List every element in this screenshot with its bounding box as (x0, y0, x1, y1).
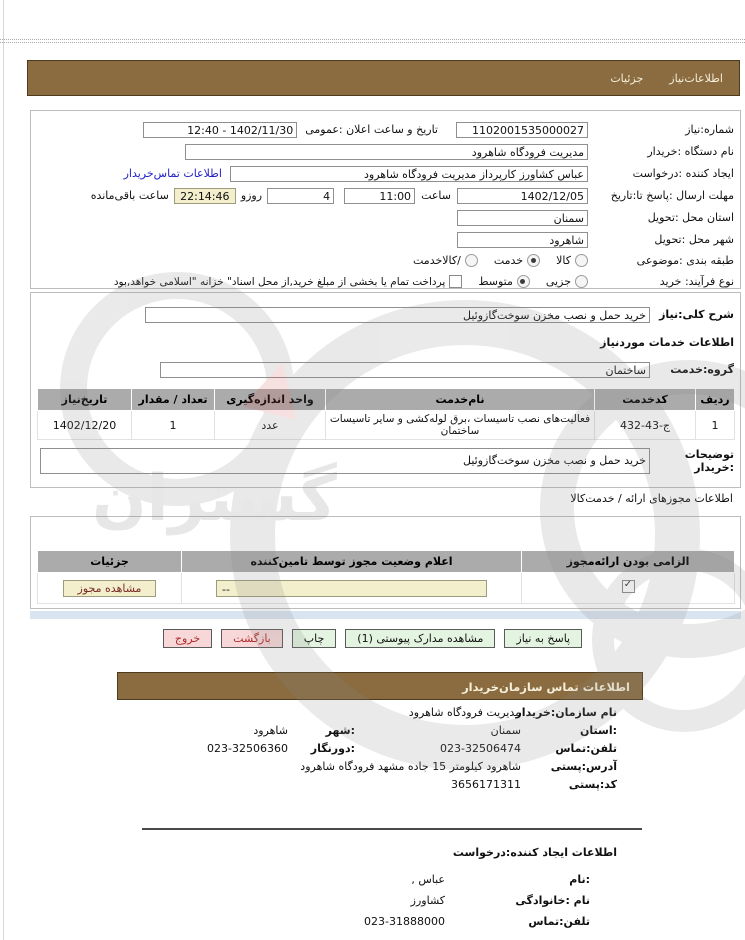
radio-partial[interactable] (575, 275, 588, 288)
section-footer-strip (30, 611, 741, 619)
contact-city-value: شاهرود (253, 724, 288, 737)
action-button-row (0, 629, 745, 648)
cell-row-index: 1 (696, 411, 735, 440)
remaining-days-input: 4 (267, 188, 334, 204)
permits-section-label: اطلاعات مجوزهای ارائه / خدمت‌کالا (570, 492, 733, 505)
need-desc-input[interactable]: خرید حمل و نصب مخزن سوخت‌گازوئیل (145, 307, 650, 323)
radio-service[interactable] (527, 254, 540, 267)
service-group-label: گروه:خدمت (670, 363, 734, 376)
cell-service-code: ج-43-432 (595, 411, 696, 440)
col-need-date: تاریخ‌نیاز (38, 389, 132, 411)
radio-goods[interactable] (575, 254, 588, 267)
creator-name-value: عباس , (411, 873, 445, 886)
radio-option-service[interactable] (494, 254, 540, 267)
postal-code-label: کد:پستی (568, 778, 617, 791)
radio-medium[interactable] (517, 275, 530, 288)
respond-button[interactable]: پاسخ به نیاز (504, 629, 582, 648)
service-table (37, 388, 735, 440)
deadline-hour-input[interactable]: 11:00 (344, 188, 415, 204)
contact-phone-label: تلفن:تماس (555, 742, 617, 755)
need-desc-label: شرح کلی:نیاز (659, 308, 734, 321)
watermark-text: گستران (92, 462, 337, 536)
service-table-wrap (37, 388, 735, 440)
province-input[interactable]: سمنان (457, 210, 588, 226)
deadline-label: مهلت ارسال :پاسخ تا:تاریخ (610, 189, 734, 202)
radio-option-partial[interactable] (546, 275, 588, 288)
contact-city-label: :شهر (325, 724, 355, 737)
cell-permit-status (182, 573, 522, 604)
permits-section (30, 516, 741, 609)
buyer-notes-label (650, 448, 734, 474)
buyer-notes-input[interactable]: خرید حمل و نصب مخزن سوخت‌گازوئیل (40, 448, 650, 474)
tab-details[interactable]: جزئیات (610, 71, 644, 85)
classification-label: طبقه بندی :موضوعی (636, 254, 734, 267)
radio-medium-label: متوسط (478, 275, 513, 288)
page-left-border (3, 0, 4, 940)
print-button[interactable]: چاپ (292, 629, 337, 648)
creator-phone-value: 023-31888000 (364, 915, 445, 928)
device-name-input[interactable]: مدیریت فرودگاه شاهرود (185, 144, 588, 160)
contact-province-value: سمنان (490, 724, 521, 737)
remaining-hours-label: ساعت باقی‌مانده (90, 189, 169, 202)
payment-checkbox[interactable] (449, 275, 462, 288)
creator-phone-label: تلفن:تماس (528, 915, 590, 928)
need-info-section (30, 110, 741, 289)
permit-table-row (38, 573, 735, 604)
creator-name-label: :نام (569, 873, 590, 886)
creator-label: ایجاد کننده :درخواست (632, 167, 734, 180)
deadline-date-input[interactable]: 1402/12/05 (457, 188, 588, 204)
deadline-hour-label: ساعت (421, 189, 451, 202)
payment-checkbox-label: پرداخت تمام یا بخشی از مبلغ خرید,از محل اسناد" خزانه "اسلامی خواهد,بود (113, 275, 446, 288)
view-attachments-button[interactable]: مشاهده مدارک پیوستی (1) (345, 629, 495, 648)
cell-unit: عدد (215, 411, 326, 440)
contact-province-label: :استان (580, 724, 617, 737)
permit-table (37, 550, 735, 604)
cell-permit-required (522, 573, 735, 604)
view-permit-button[interactable]: مشاهده مجوز (63, 580, 157, 597)
service-group-input[interactable]: ساختمان (160, 362, 650, 378)
cell-permit-details (38, 573, 182, 604)
creator-family-label: نام :خانوادگی (515, 894, 590, 907)
permit-status-input[interactable]: -- (216, 580, 487, 597)
permit-table-wrap (37, 550, 735, 604)
buyer-contact-link[interactable]: اطلاعات تماس‌خریدار (123, 167, 222, 180)
buyer-notes-label-line2: :خریدار (694, 461, 734, 474)
service-table-header-row (38, 389, 735, 411)
radio-option-goods-service[interactable] (413, 254, 478, 267)
col-service-name: نام‌خدمت (326, 389, 595, 411)
need-number-input[interactable]: 1102001535000027 (456, 122, 588, 138)
cell-service-name: فعالیت‌های نصب تاسیسات ،برق لوله‌کشی و سایر تاسیسات ساختمان (326, 411, 595, 440)
city-input[interactable]: شاهرود (457, 232, 588, 248)
buyer-contact-block (117, 706, 643, 791)
header-bar (27, 60, 740, 96)
top-dotted-divider (0, 39, 745, 40)
col-service-code: کدخدمت (595, 389, 696, 411)
radio-partial-label: جزیی (545, 275, 571, 288)
request-creator-heading: اطلاعات ایجاد کننده:درخواست (452, 846, 617, 859)
days-label: روزو (240, 189, 263, 202)
creator-input[interactable]: عباس کشاورز کارپرداز مدیریت فرودگاه شاهرود (230, 166, 588, 182)
org-name-label: نام سازمان:خریدار (515, 706, 617, 719)
top-dotted-divider-2 (0, 42, 745, 43)
buyer-contact-bar: اطلاعات تماس سازمان‌خریدار (117, 672, 643, 700)
radio-goods-service-label: /کالاخدمت (413, 254, 461, 267)
radio-goods-label: کالا (556, 254, 571, 267)
col-permit-status: اعلام وضعیت مجوز توسط تامین‌کننده (182, 551, 522, 573)
col-permit-details: جزئیات (38, 551, 182, 573)
cell-need-date: 1402/12/20 (38, 411, 132, 440)
contact-phone-value: 023-32506474 (440, 742, 521, 755)
permit-required-checkbox[interactable] (622, 580, 635, 593)
col-unit: واحد اندازه‌گیری (215, 389, 326, 411)
services-heading: اطلاعات خدمات موردنیاز (600, 336, 734, 349)
city-label: شهر محل :تحویل (654, 233, 734, 246)
announce-datetime-input[interactable]: 12:40 - 1402/11/30 (143, 122, 297, 138)
col-row-index: ردیف (696, 389, 735, 411)
province-label: استان محل :تحویل (647, 211, 734, 224)
permit-table-header-row (38, 551, 735, 573)
postal-code-value: 3656171311 (451, 778, 521, 791)
payment-checkbox-option[interactable] (114, 275, 462, 288)
cell-qty: 1 (132, 411, 215, 440)
contact-fax-label: :دورنگار (310, 742, 355, 755)
need-number-label: شماره:نیاز (685, 123, 734, 136)
announce-label: تاریخ و ساعت اعلان :عمومی (305, 123, 438, 136)
buyer-notes-label-line1: توضیحات (684, 448, 734, 461)
radio-service-label: خدمت (493, 254, 524, 267)
tab-need-info[interactable]: اطلاعات‌نیاز (669, 71, 723, 85)
contact-address-label: آدرس:پستی (550, 760, 617, 773)
col-permit-required: الزامی بودن ارائه‌مجوز (522, 551, 735, 573)
services-section (30, 292, 741, 488)
exit-button[interactable]: خروج (163, 629, 212, 648)
contact-fax-value: 023-32506360 (207, 742, 288, 755)
contact-divider (142, 828, 642, 830)
countdown-timer: 22:14:46 (174, 188, 236, 204)
org-name-value: مدیریت فرودگاه شاهرود (408, 706, 521, 719)
process-type-label: نوع فرآیند: خرید (659, 275, 734, 288)
service-table-row (38, 411, 735, 440)
radio-goods-service[interactable] (465, 254, 478, 267)
creator-family-value: کشاورز (410, 894, 445, 907)
request-creator-block (117, 846, 643, 928)
radio-option-medium[interactable] (478, 275, 530, 288)
col-qty: تعداد / مقدار (132, 389, 215, 411)
back-button[interactable]: بازگشت (221, 629, 283, 648)
device-name-label: نام دستگاه :خریدار (647, 145, 734, 158)
radio-option-goods[interactable] (556, 254, 588, 267)
contact-address-value: شاهرود کیلومتر 15 جاده مشهد فرودگاه شاهرود (300, 760, 521, 773)
